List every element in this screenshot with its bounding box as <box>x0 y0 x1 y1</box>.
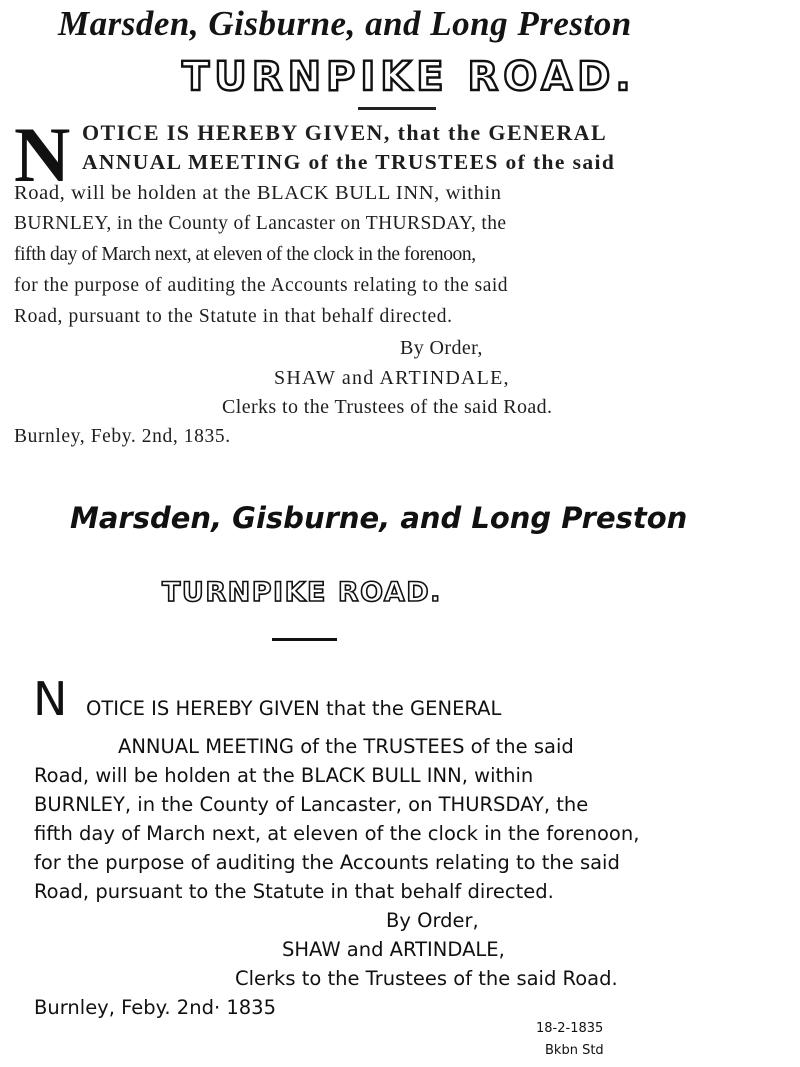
scan-by-order: By Order, <box>400 337 483 359</box>
transcription-line-4: BURNLEY, in the County of Lancaster, on THURSDAY, the <box>34 793 589 816</box>
transcription-line-1: OTICE IS HEREBY GIVEN that the GENERAL <box>86 697 502 720</box>
transcription-line-5: fifth day of March next, at eleven of the clock in the forenoon, <box>34 822 640 845</box>
scan-clerks: Clerks to the Trustees of the said Road. <box>222 396 553 418</box>
transcription-drop-cap: N <box>33 672 68 726</box>
source-stamp-date: 18-2-1835 <box>536 1021 604 1036</box>
scan-body-line-7: Road, pursuant to the Statute in that behalf directed. <box>14 306 453 327</box>
scan-body-line-4: BURNLEY, in the County of Lancaster on THURSDAY, the <box>14 213 507 234</box>
transcription-line-6: for the purpose of auditing the Accounts relating to the said <box>34 851 620 874</box>
transcription-line-7: Road, pursuant to the Statute in that behalf directed. <box>34 880 554 903</box>
transcription-subtitle: TURNPIKE ROAD. <box>162 577 442 608</box>
transcription-title: Marsden, Gisburne, and Long Preston <box>70 501 688 535</box>
transcription-clerks: Clerks to the Trustees of the said Road. <box>235 967 618 990</box>
scan-date-line: Burnley, Feby. 2nd, 1835. <box>14 426 231 447</box>
scan-body-line-5: fifth day of March next, at eleven of the clock in the forenoon, <box>14 244 476 265</box>
scan-subtitle: TURNPIKE ROAD. <box>182 54 636 100</box>
scan-body-line-3: Road, will be holden at the BLACK BULL INN, within <box>14 182 502 204</box>
scan-body-line-1: OTICE IS HEREBY GIVEN, that the GENERAL <box>82 120 608 145</box>
scan-body-line-2: ANNUAL MEETING of the TRUSTEES of the said <box>82 150 616 174</box>
scan-divider <box>358 107 436 110</box>
scan-drop-cap: N <box>14 111 71 198</box>
transcription-line-3: Road, will be holden at the BLACK BULL INN, within <box>34 764 534 787</box>
scan-body-line-6: for the purpose of auditing the Accounts relating to the said <box>14 275 509 296</box>
transcription-divider <box>272 638 337 641</box>
scan-signatories: SHAW and ARTINDALE, <box>274 367 510 389</box>
scan-title: Marsden, Gisburne, and Long Preston <box>58 4 632 43</box>
transcription-line-2: ANNUAL MEETING of the TRUSTEES of the said <box>118 735 574 758</box>
source-stamp-reference: Bkbn Std <box>545 1043 604 1058</box>
transcription-by-order: By Order, <box>386 909 479 932</box>
transcription-date-line: Burnley, Feby. 2nd· 1835 <box>34 996 276 1019</box>
transcription-signatories: SHAW and ARTINDALE, <box>282 938 505 961</box>
